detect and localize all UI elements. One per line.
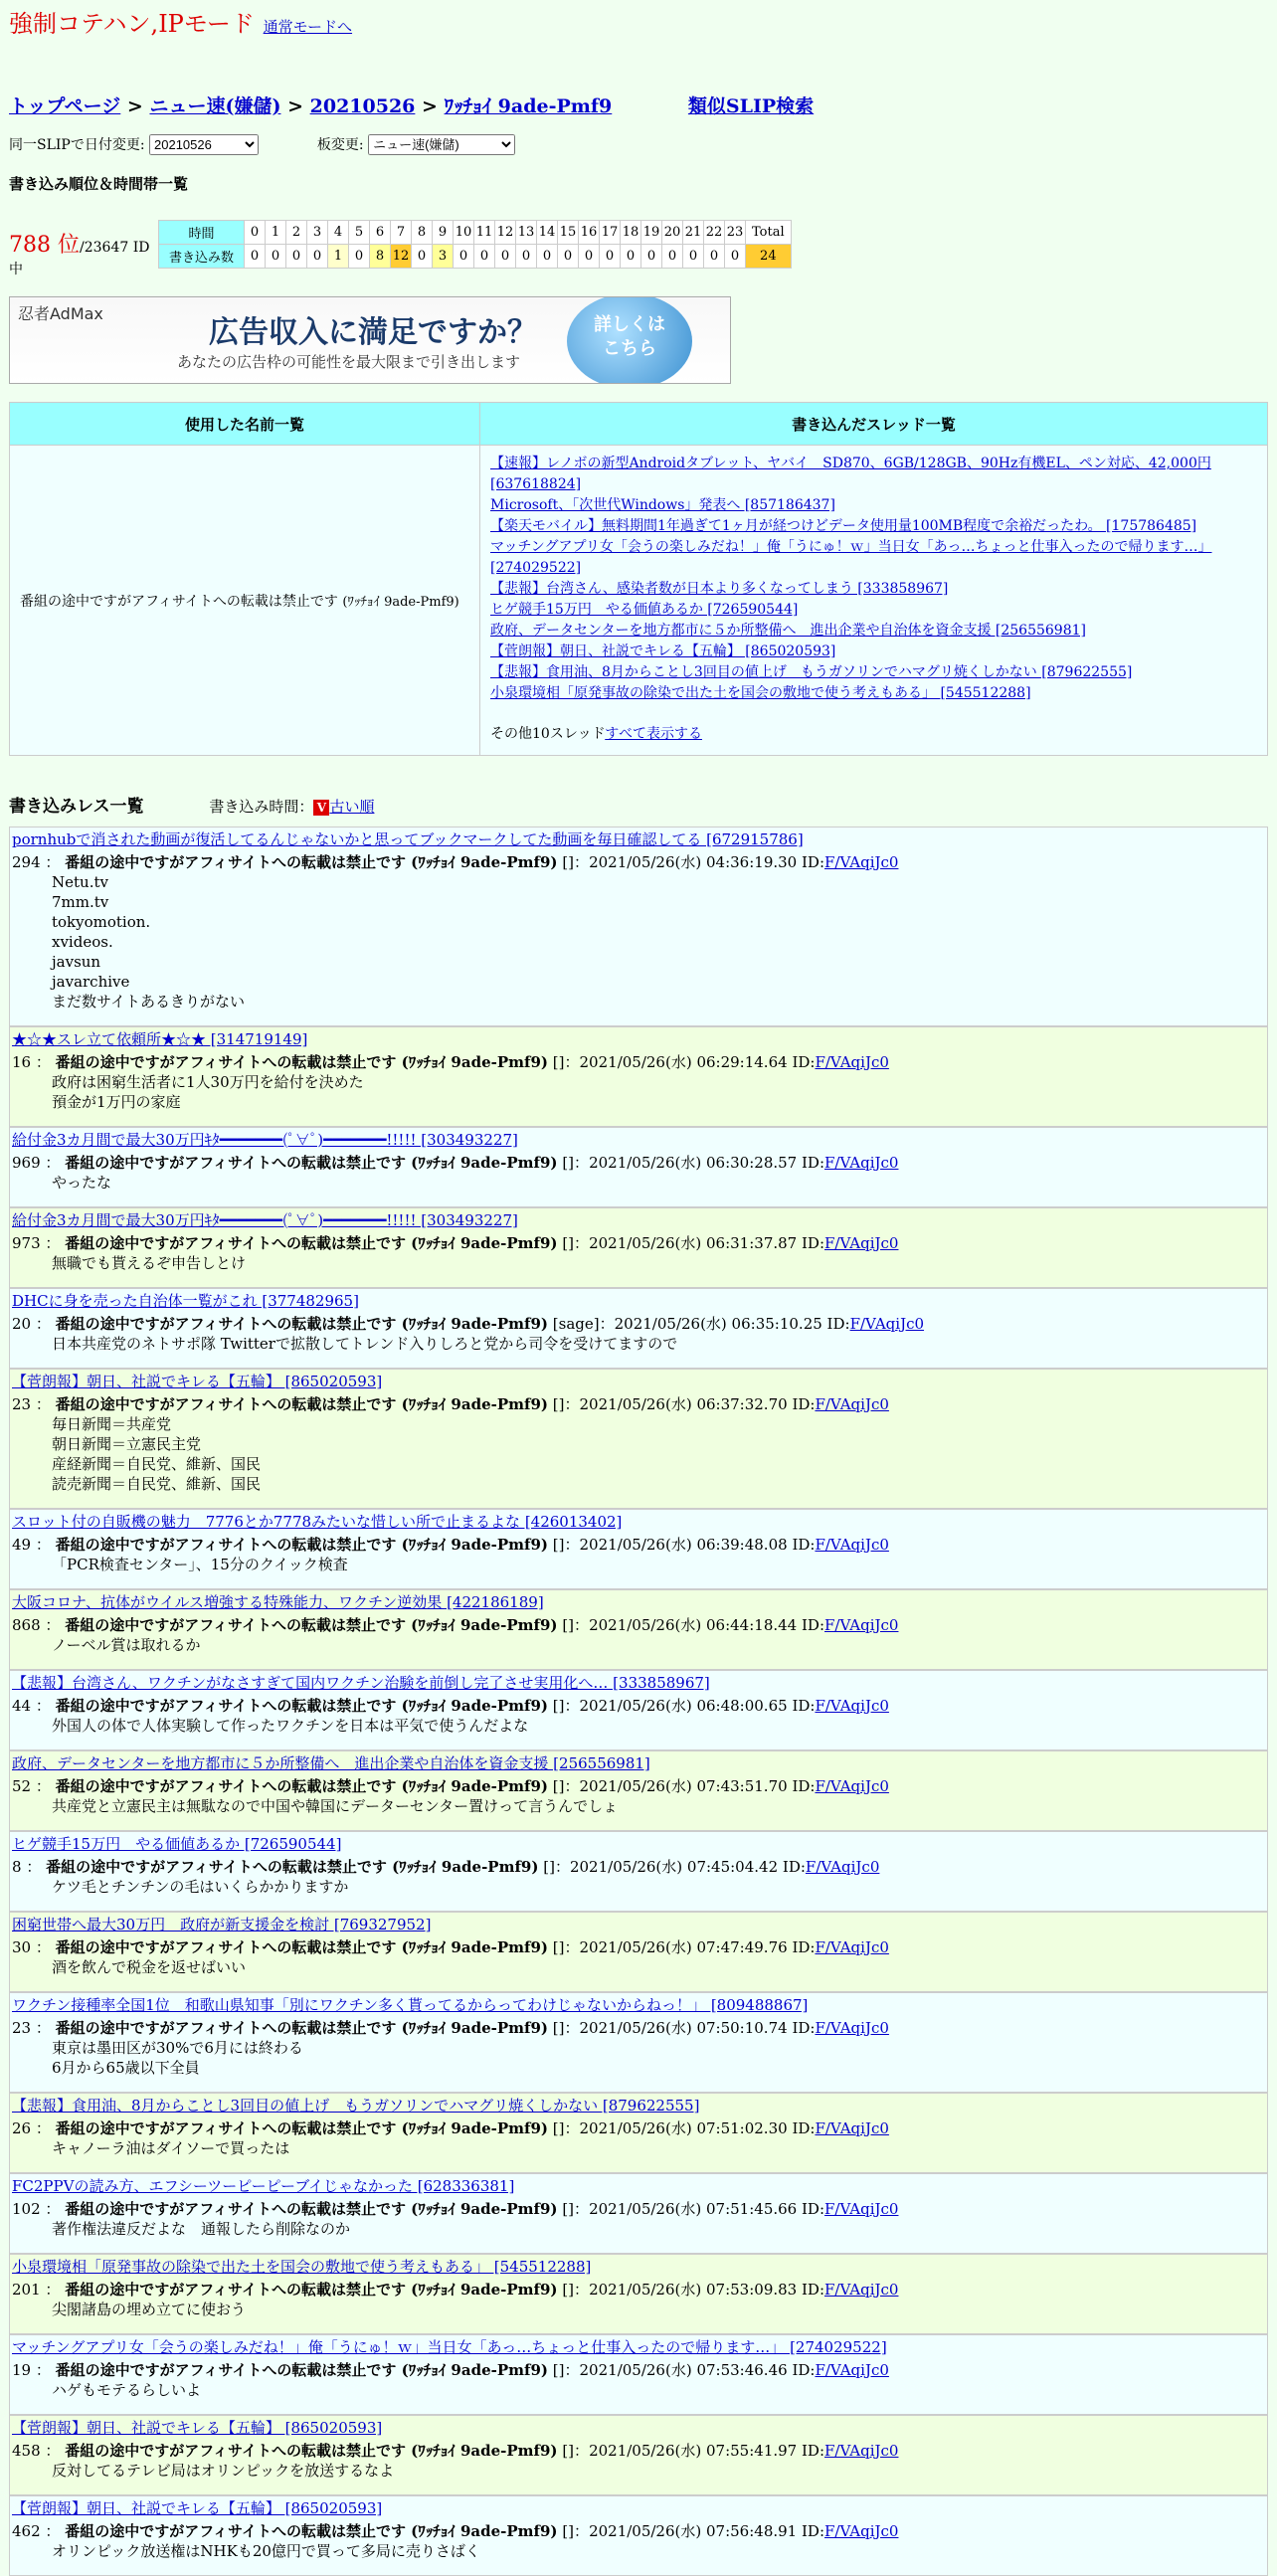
ad-logo: 忍者AdMax <box>18 304 103 323</box>
post-id-link[interactable]: F/VAqiJc0 <box>824 1234 899 1252</box>
date-select[interactable] <box>149 134 259 155</box>
post-thread-link[interactable]: pornhubで消された動画が復活してるんじゃないかと思ってブックマークしてた動画を毎日確認してる [672915786] <box>12 830 804 848</box>
hour-count-cell: 8 <box>370 245 391 269</box>
rank-value: 788 位 <box>9 233 80 258</box>
hour-count-cell: 0 <box>579 245 600 269</box>
post-thread-link[interactable]: 大阪コロナ、抗体がウイルス増強する特殊能力、ワクチン逆効果 [422186189] <box>12 1593 544 1611</box>
hour-count-cell: 0 <box>495 245 516 269</box>
post-date: 2021/05/26(水) 06:29:14.64 <box>579 1053 788 1071</box>
post-id-link[interactable]: F/VAqiJc0 <box>815 1777 889 1795</box>
post-id-link[interactable]: F/VAqiJc0 <box>815 2119 889 2137</box>
post-number: 868 <box>12 1616 41 1634</box>
post-body: 無職でも貰えるぞ申告しとけ <box>52 1254 247 1272</box>
post-mail: [] <box>552 2119 565 2137</box>
name-cell <box>10 446 480 756</box>
hour-header-cell: Total <box>746 221 792 245</box>
thread-link[interactable]: 【菅朗報】朝日、社説でキレる【五輪】 [865020593] <box>490 644 836 659</box>
hour-header-cell: 14 <box>537 221 558 245</box>
hour-count-cell: 24 <box>746 245 792 269</box>
hour-header-cell: 19 <box>641 221 662 245</box>
hour-header-cell: 13 <box>516 221 537 245</box>
post-thread-link[interactable]: FC2PPVの読み方、エフシーツーピーピーブイじゃなかった [628336381] <box>12 2177 515 2195</box>
post-item: FC2PPVの読み方、エフシーツーピーピーブイじゃなかった [628336381] 102 ： 番組の途中ですがアフィサイトへの転載は禁止です (ﾜｯﾁｮｲ 9ade-Pmf9) []：2021/05/26(水) 07:51:45.66 ID:F/VAqiJc0 著作権法違反だよな 通報したら削除なのか <box>9 2173 1268 2254</box>
post-date: 2021/05/26(水) 07:53:46.46 <box>579 2361 788 2379</box>
post-body: ハゲもモテるらしいよ <box>52 2381 202 2399</box>
ranking-section-title: 書き込み順位＆時間帯一覧 <box>9 175 189 193</box>
post-body: キャノーラ油はダイソーで買ったは <box>52 2139 290 2157</box>
post-date: 2021/05/26(水) 06:31:37.87 <box>589 1234 798 1252</box>
names-threads-table <box>9 402 1268 756</box>
board-change-label: 板変更: <box>316 137 364 153</box>
ad-headline: 広告収入に満足ですか？ <box>209 315 537 350</box>
hour-count-cell: 12 <box>391 245 412 269</box>
board-select[interactable] <box>368 134 515 155</box>
rank-block <box>9 220 156 278</box>
hour-count-cell: 1 <box>328 245 349 269</box>
post-id-link[interactable]: F/VAqiJc0 <box>824 2522 899 2540</box>
similar-slip-search-link[interactable]: 類似SLIP検索 <box>687 95 815 117</box>
post-thread-link[interactable]: ヒゲ競手15万円 やる価値あるか [726590544] <box>12 1835 342 1853</box>
hour-count-cell: 0 <box>725 245 746 269</box>
post-date: 2021/05/26(水) 07:56:48.91 <box>589 2522 798 2540</box>
more-threads <box>490 724 1257 745</box>
post-number: 26 <box>12 2119 32 2137</box>
hour-header-cell: 11 <box>474 221 495 245</box>
hour-header-cell: 15 <box>558 221 579 245</box>
post-thread-link[interactable]: 【悲報】食用油、8月からことし3回目の値上げ もうガソリンでハマグリ焼くしかない [879622555] <box>12 2097 700 2115</box>
ad-details-button[interactable] <box>567 296 692 384</box>
post-item: ヒゲ競手15万円 やる価値あるか [726590544] 8 ： 番組の途中ですがアフィサイトへの転載は禁止です (ﾜｯﾁｮｲ 9ade-Pmf9) []：2021/05/26(水) 07:45:04.42 ID:F/VAqiJc0 ケツ毛とチンチンの毛はいくらかかりますか <box>9 1831 1268 1912</box>
post-item: 【菅朗報】朝日、社説でキレる【五輪】 [865020593] 23 ： 番組の途中ですがアフィサイトへの転載は禁止です (ﾜｯﾁｮｲ 9ade-Pmf9) []：2021/05/26(水) 06:37:32.70 ID:F/VAqiJc0 毎日新聞＝共産党 朝日新聞＝立憲民主党 産経新聞＝自民党、維新、国民 読売新聞＝自民党、維新、国民 <box>9 1369 1268 1509</box>
post-body: やったな <box>52 1174 112 1192</box>
post-number: 44 <box>12 1697 32 1715</box>
breadcrumb-top[interactable]: トップページ <box>9 95 121 117</box>
hour-header-cell: 7 <box>391 221 412 245</box>
post-id-link[interactable]: F/VAqiJc0 <box>815 1938 889 1956</box>
thread-link[interactable]: マッチングアプリ女「会うの楽しみだね！」俺「うにゅ！ｗ」当日女「あっ…ちょっと仕事入ったので帰ります…」 [274029522] <box>490 539 1212 576</box>
used-name-slip: (ﾜｯﾁｮｲ 9ade-Pmf9) <box>342 594 459 610</box>
post-item: 給付金3カ月間で最大30万円ｷﾀ━━━━━━━(ﾟ∀ﾟ)━━━━━━━!!!!! [303493227] 973 ： 番組の途中ですがアフィサイトへの転載は禁止です (ﾜｯﾁｮｲ 9ade-Pmf9) []：2021/05/26(水) 06:31:37.87 ID:F/VAqiJc0 無職でも貰えるぞ申告しとけ <box>9 1207 1268 1288</box>
hour-count-cell: 0 <box>454 245 474 269</box>
post-date: 2021/05/26(水) 06:37:32.70 <box>579 1395 788 1413</box>
post-date: 2021/05/26(水) 07:45:04.42 <box>569 1858 779 1876</box>
post-date: 2021/05/26(水) 06:39:48.08 <box>579 1536 788 1554</box>
post-item: ★☆★スレ立て依頼所★☆★ [314719149] 16 ： 番組の途中ですがアフィサイトへの転載は禁止です (ﾜｯﾁｮｲ 9ade-Pmf9) []：2021/05/26(水) 06:29:14.64 ID:F/VAqiJc0 政府は困窮生活者に1人30万円を給付を決めた 預金が1万円の家庭 <box>9 1026 1268 1127</box>
post-item: 大阪コロナ、抗体がウイルス増強する特殊能力、ワクチン逆効果 [422186189] 868 ： 番組の途中ですがアフィサイトへの転載は禁止です (ﾜｯﾁｮｲ 9ade-Pmf9) []：2021/05/26(水) 06:44:18.44 ID:F/VAqiJc0 ノーベル賞は取れるか <box>9 1589 1268 1670</box>
post-item: 給付金3カ月間で最大30万円ｷﾀ━━━━━━━(ﾟ∀ﾟ)━━━━━━━!!!!! [303493227] 969 ： 番組の途中ですがアフィサイトへの転載は禁止です (ﾜｯﾁｮｲ 9ade-Pmf9) []：2021/05/26(水) 06:30:28.57 ID:F/VAqiJc0 やったな <box>9 1127 1268 1207</box>
post-item: マッチングアプリ女「会うの楽しみだね！」俺「うにゅ！ｗ」当日女「あっ…ちょっと仕事入ったので帰ります…」 [274029522] 19 ： 番組の途中ですがアフィサイトへの転載は禁止です (ﾜｯﾁｮｲ 9ade-Pmf9) []：2021/05/26(水) 07:53:46.46 ID:F/VAqiJc0 ハゲもモテるらしいよ <box>9 2334 1268 2415</box>
post-date: 2021/05/26(水) 07:51:45.66 <box>589 2200 798 2218</box>
post-body: 「PCR検査センター」、15分のクイック検査 <box>52 1556 348 1573</box>
hourly-table <box>158 220 792 269</box>
post-body: 酒を飲んで税金を返せばいい <box>52 1958 247 1976</box>
post-author-name: 番組の途中ですがアフィサイトへの転載は禁止です (ﾜｯﾁｮｲ 9ade-Pmf9) <box>55 2119 548 2137</box>
breadcrumb-date[interactable]: 20210526 <box>309 95 416 117</box>
post-author-name: 番組の途中ですがアフィサイトへの転載は禁止です (ﾜｯﾁｮｲ 9ade-Pmf9) <box>65 2281 558 2299</box>
post-id-link[interactable]: F/VAqiJc0 <box>815 1697 889 1715</box>
post-body: ノーベル賞は取れるか <box>52 1636 201 1654</box>
hour-count-cell: 0 <box>245 245 266 269</box>
post-author-name: 番組の途中ですがアフィサイトへの転載は禁止です (ﾜｯﾁｮｲ 9ade-Pmf9) <box>55 1395 548 1413</box>
post-thread-link[interactable]: 小泉環境相「原発事故の除染で出た土を国会の敷地で使う考えもある」 [545512288] <box>12 2258 592 2276</box>
hour-count-cell: 0 <box>558 245 579 269</box>
post-date: 2021/05/26(水) 04:36:19.30 <box>589 853 798 871</box>
thread-link[interactable]: 【悲報】台湾さん、感染者数が日本より多くなってしまう [333858967] <box>490 581 949 597</box>
post-item: DHCに身を売った自治体一覧がこれ [377482965] 20 ： 番組の途中ですがアフィサイトへの転載は禁止です (ﾜｯﾁｮｲ 9ade-Pmf9) [sage]：2021/05/26(水) 06:35:10.25 ID:F/VAqiJc0 日本共産党のネトサポ隊 Twitterで拡散してトレンド入りしろと党から司令を受けてますので <box>9 1288 1268 1369</box>
post-thread-link[interactable]: DHCに身を売った自治体一覧がこれ [377482965] <box>12 1292 359 1310</box>
post-thread-link[interactable]: スロット付の自販機の魅力 7776とか7778みたいな惜しい所で止まるよな [426013402] <box>12 1513 623 1531</box>
post-body: 反対してるテレビ局はオリンピックを放送するなよ <box>52 2462 395 2480</box>
post-item: ワクチン接種率全国1位 和歌山県知事「別にワクチン多く貰ってるからってわけじゃないからねっ！」 [809488867] 23 ： 番組の途中ですがアフィサイトへの転載は禁止です (ﾜｯﾁｮｲ 9ade-Pmf9) []：2021/05/26(水) 07:50:10.74 ID:F/VAqiJc0 東京は墨田区が30%で6月には終わる 6月から65歳以下全員 <box>9 1992 1268 2093</box>
threads-column-header: 書き込んだスレッド一覧 <box>480 403 1268 446</box>
post-thread-link[interactable]: ワクチン接種率全国1位 和歌山県知事「別にワクチン多く貰ってるからってわけじゃないからねっ！」 [809488867] <box>12 1996 809 2014</box>
post-author-name: 番組の途中ですがアフィサイトへの転載は禁止です (ﾜｯﾁｮｲ 9ade-Pmf9) <box>55 1938 548 1956</box>
post-thread-link[interactable]: 困窮世帯へ最大30万円 政府が新支援金を検討 [769327952] <box>12 1916 432 1933</box>
hour-header-cell: 12 <box>495 221 516 245</box>
post-number: 23 <box>12 1395 32 1413</box>
post-author-name: 番組の途中ですがアフィサイトへの転載は禁止です (ﾜｯﾁｮｲ 9ade-Pmf9) <box>55 2019 548 2037</box>
post-number: 49 <box>12 1536 32 1554</box>
post-number: 294 <box>12 853 41 871</box>
thread-link[interactable]: 【楽天モバイル】無料期間1年過ぎて1ヶ月が経つけどデータ使用量100MB程度で余裕だったわ。 [175786485] <box>490 518 1197 534</box>
post-thread-link[interactable]: 【悲報】台湾さん、ワクチンがなさすぎて国内ワクチン治験を前倒し完了させ実用化へ… [333858967] <box>12 1674 710 1692</box>
hour-count-cell: 0 <box>307 245 328 269</box>
hour-count-cell: 0 <box>621 245 641 269</box>
post-body: ケツ毛とチンチンの毛はいくらかかりますか <box>52 1878 349 1896</box>
post-id-link[interactable]: F/VAqiJc0 <box>805 1858 880 1876</box>
post-author-name: 番組の途中ですがアフィサイトへの転載は禁止です (ﾜｯﾁｮｲ 9ade-Pmf9) <box>65 2522 558 2540</box>
post-thread-link[interactable]: マッチングアプリ女「会うの楽しみだね！」俺「うにゅ！ｗ」当日女「あっ…ちょっと仕事入ったので帰ります…」 [274029522] <box>12 2338 887 2356</box>
post-author-name: 番組の途中ですがアフィサイトへの転載は禁止です (ﾜｯﾁｮｲ 9ade-Pmf9) <box>65 853 558 871</box>
hour-count-cell: 0 <box>704 245 725 269</box>
post-mail: [] <box>552 1938 565 1956</box>
breadcrumb-separator: > <box>126 95 143 117</box>
hour-header-cell: 21 <box>683 221 704 245</box>
post-mail: [] <box>552 1777 565 1795</box>
thread-link[interactable]: ヒゲ競手15万円 やる価値あるか [726590544] <box>490 602 799 618</box>
hour-header-cell: 23 <box>725 221 746 245</box>
post-date: 2021/05/26(水) 07:51:02.30 <box>579 2119 788 2137</box>
breadcrumb-separator: > <box>422 95 438 117</box>
hour-count-cell: 0 <box>516 245 537 269</box>
post-author-name: 番組の途中ですがアフィサイトへの転載は禁止です (ﾜｯﾁｮｲ 9ade-Pmf9) <box>65 1616 558 1634</box>
hour-count-cell: 0 <box>474 245 495 269</box>
post-number: 462 <box>12 2522 41 2540</box>
post-date: 2021/05/26(水) 07:43:51.70 <box>579 1777 788 1795</box>
post-id-link[interactable]: F/VAqiJc0 <box>824 1154 899 1172</box>
post-number: 52 <box>12 1777 32 1795</box>
post-body: 外国人の体で人体実験して作ったワクチンを日本は平気で使うんだよな <box>52 1717 529 1735</box>
post-mail: [] <box>552 1536 565 1554</box>
hour-header-cell: 18 <box>621 221 641 245</box>
post-date: 2021/05/26(水) 06:48:00.65 <box>579 1697 788 1715</box>
hour-count-cell: 0 <box>349 245 370 269</box>
post-number: 30 <box>12 1938 32 1956</box>
post-number: 23 <box>12 2019 32 2037</box>
post-number: 19 <box>12 2361 32 2379</box>
hour-count-cell: 0 <box>537 245 558 269</box>
selectors <box>9 134 1268 155</box>
post-thread-link[interactable]: ★☆★スレ立て依頼所★☆★ [314719149] <box>12 1030 308 1048</box>
hour-count-cell: 0 <box>266 245 286 269</box>
post-mail: [] <box>552 2361 565 2379</box>
post-mail: [] <box>562 853 575 871</box>
count-header: 書き込み数 <box>159 245 245 269</box>
post-body: 政府は困窮生活者に1人30万円を給付を決めた 預金が1万円の家庭 <box>52 1073 364 1111</box>
hour-count-cell: 0 <box>412 245 433 269</box>
post-id-link[interactable]: F/VAqiJc0 <box>824 1616 899 1634</box>
names-column-header: 使用した名前一覧 <box>10 403 480 446</box>
post-date: 2021/05/26(水) 06:30:28.57 <box>589 1154 798 1172</box>
post-time-sort <box>209 798 374 816</box>
post-date: 2021/05/26(水) 07:50:10.74 <box>579 2019 788 2037</box>
post-number: 973 <box>12 1234 41 1252</box>
hour-header-cell: 8 <box>412 221 433 245</box>
post-item: 小泉環境相「原発事故の除染で出た土を国会の敷地で使う考えもある」 [545512288] 201 ： 番組の途中ですがアフィサイトへの転載は禁止です (ﾜｯﾁｮｲ 9ade-Pmf9) []：2021/05/26(水) 07:53:09.83 ID:F/VAqiJc0 尖閣諸島の埋め立てに使おう <box>9 2254 1268 2334</box>
post-thread-link[interactable]: 【菅朗報】朝日、社説でキレる【五輪】 [865020593] <box>12 2419 383 2437</box>
post-item: 【菅朗報】朝日、社説でキレる【五輪】 [865020593] 462 ： 番組の途中ですがアフィサイトへの転載は禁止です (ﾜｯﾁｮｲ 9ade-Pmf9) []：2021/05/26(水) 07:56:48.91 ID:F/VAqiJc0 オリンピック放送権はNHKも20億円で買って多局に売りさばく <box>9 2495 1268 2576</box>
hour-count-cell: 0 <box>683 245 704 269</box>
post-number: 969 <box>12 1154 41 1172</box>
post-mail: [] <box>562 1616 575 1634</box>
sort-down-icon: V <box>313 800 329 816</box>
breadcrumb <box>9 92 1268 118</box>
hour-header-cell: 4 <box>328 221 349 245</box>
post-author-name: 番組の途中ですがアフィサイトへの転載は禁止です (ﾜｯﾁｮｲ 9ade-Pmf9) <box>65 1154 558 1172</box>
post-item: 政府、データセンターを地方都市に５か所整備へ 進出企業や自治体を資金支援 [256556981] 52 ： 番組の途中ですがアフィサイトへの転載は禁止です (ﾜｯﾁｮｲ 9ade-Pmf9) []：2021/05/26(水) 07:43:51.70 ID:F/VAqiJc0 共産党と立憲民主は無駄なので中国や韓国にデーターセンター置けって言うんでしょ <box>9 1750 1268 1831</box>
post-time-label: 書き込み時間： <box>209 798 314 816</box>
post-body: 毎日新聞＝共産党 朝日新聞＝立憲民主党 産経新聞＝自民党、維新、国民 読売新聞＝自民党、維新、国民 <box>52 1415 262 1493</box>
hour-count-cell: 0 <box>662 245 683 269</box>
post-item: 困窮世帯へ最大30万円 政府が新支援金を検討 [769327952] 30 ： 番組の途中ですがアフィサイトへの転載は禁止です (ﾜｯﾁｮｲ 9ade-Pmf9) []：2021/05/26(水) 07:47:49.76 ID:F/VAqiJc0 酒を飲んで税金を返せばいい <box>9 1912 1268 1992</box>
post-mail: [] <box>552 1053 565 1071</box>
post-mail: [] <box>562 2281 575 2299</box>
hour-header-cell: 3 <box>307 221 328 245</box>
time-header: 時間 <box>159 221 245 245</box>
hour-header-cell: 0 <box>245 221 266 245</box>
post-id-link[interactable]: F/VAqiJc0 <box>849 1315 925 1333</box>
breadcrumb-board[interactable]: ニュー速(嫌儲) <box>149 95 281 117</box>
post-id-link[interactable]: F/VAqiJc0 <box>815 2361 889 2379</box>
post-number: 8 <box>12 1858 22 1876</box>
show-all-link[interactable]: すべて表示する <box>605 726 702 742</box>
ad-subtext: あなたの広告枠の可能性を最大限まで引き出します <box>177 353 521 371</box>
post-author-name: 番組の途中ですがアフィサイトへの転載は禁止です (ﾜｯﾁｮｲ 9ade-Pmf9) <box>65 2200 558 2218</box>
post-author-name: 番組の途中ですがアフィサイトへの転載は禁止です (ﾜｯﾁｮｲ 9ade-Pmf9) <box>55 1053 548 1071</box>
threads-cell <box>480 446 1268 756</box>
breadcrumb-slip[interactable]: ﾜｯﾁｮｲ 9ade-Pmf9 <box>444 95 613 117</box>
hour-header-cell: 10 <box>454 221 474 245</box>
post-body: 共産党と立憲民主は無駄なので中国や韓国にデーターセンター置けって言うんでしょ <box>52 1797 619 1815</box>
post-id-link[interactable]: F/VAqiJc0 <box>824 2442 899 2460</box>
thread-link[interactable]: 【速報】レノボの新型Androidタブレット、ヤバイ SD870、6GB/128GB、90Hz有機EL、ペン対応、42,000円 [637618824] <box>490 456 1211 492</box>
hour-header-cell: 5 <box>349 221 370 245</box>
hour-header-cell: 1 <box>266 221 286 245</box>
ad-banner[interactable] <box>9 296 731 384</box>
post-mail: [sage] <box>552 1315 600 1333</box>
date-change-label: 同一SLIPで日付変更: <box>9 137 145 153</box>
post-date: 2021/05/26(水) 06:35:10.25 <box>614 1315 822 1333</box>
rank-total: /23647 ID中 <box>9 240 150 277</box>
more-threads-count: その他10スレッド <box>490 726 606 742</box>
posts-list <box>9 827 1268 2576</box>
post-mail: [] <box>562 1154 575 1172</box>
sort-oldest-link[interactable]: 古い順 <box>329 798 375 816</box>
post-thread-link[interactable]: 【菅朗報】朝日、社説でキレる【五輪】 [865020593] <box>12 2499 383 2517</box>
post-author-name: 番組の途中ですがアフィサイトへの転載は禁止です (ﾜｯﾁｮｲ 9ade-Pmf9) <box>55 1777 548 1795</box>
hour-count-cell: 0 <box>641 245 662 269</box>
normal-mode-link[interactable]: 通常モードへ <box>263 18 353 36</box>
post-mail: [] <box>562 2442 575 2460</box>
post-date: 2021/05/26(水) 07:47:49.76 <box>579 1938 788 1956</box>
post-thread-link[interactable]: 給付金3カ月間で最大30万円ｷﾀ━━━━━━━(ﾟ∀ﾟ)━━━━━━━!!!!! [303493227] <box>12 1131 518 1149</box>
post-thread-link[interactable]: 政府、データセンターを地方都市に５か所整備へ 進出企業や自治体を資金支援 [256556981] <box>12 1754 650 1772</box>
post-body: 東京は墨田区が30%で6月には終わる 6月から65歳以下全員 <box>52 2039 303 2077</box>
post-item: 【悲報】食用油、8月からことし3回目の値上げ もうガソリンでハマグリ焼くしかない [879622555] 26 ： 番組の途中ですがアフィサイトへの転載は禁止です (ﾜｯﾁｮｲ 9ade-Pmf9) []：2021/05/26(水) 07:51:02.30 ID:F/VAqiJc0 キャノーラ油はダイソーで買ったは <box>9 2093 1268 2173</box>
post-author-name: 番組の途中ですがアフィサイトへの転載は禁止です (ﾜｯﾁｮｲ 9ade-Pmf9) <box>46 1858 539 1876</box>
post-number: 458 <box>12 2442 41 2460</box>
ranking-row <box>9 220 1268 278</box>
hour-count-cell: 0 <box>286 245 307 269</box>
post-mail: [] <box>562 2522 575 2540</box>
post-author-name: 番組の途中ですがアフィサイトへの転載は禁止です (ﾜｯﾁｮｲ 9ade-Pmf9) <box>65 2442 558 2460</box>
post-thread-link[interactable]: 給付金3カ月間で最大30万円ｷﾀ━━━━━━━(ﾟ∀ﾟ)━━━━━━━!!!!! [303493227] <box>12 1211 518 1229</box>
post-date: 2021/05/26(水) 07:53:09.83 <box>589 2281 798 2299</box>
post-id-link[interactable]: F/VAqiJc0 <box>815 1053 889 1071</box>
post-number: 201 <box>12 2281 41 2299</box>
ad-button-label: 詳しくは こちら <box>594 314 665 359</box>
post-item: スロット付の自販機の魅力 7776とか7778みたいな惜しい所で止まるよな [426013402] 49 ： 番組の途中ですがアフィサイトへの転載は禁止です (ﾜｯﾁｮｲ 9ade-Pmf9) []：2021/05/26(水) 06:39:48.08 ID:F/VAqiJc0 「PCR検査センター」、15分のクイック検査 <box>9 1509 1268 1589</box>
hour-header-cell: 22 <box>704 221 725 245</box>
post-body: 著作権法違反だよな 通報したら削除なのか <box>52 2220 351 2238</box>
post-author-name: 番組の途中ですがアフィサイトへの転載は禁止です (ﾜｯﾁｮｲ 9ade-Pmf9) <box>55 2361 548 2379</box>
hour-count-cell: 0 <box>600 245 621 269</box>
post-body: 日本共産党のネトサポ隊 Twitterで拡散してトレンド入りしろと党から司令を受けてますので <box>52 1335 678 1353</box>
post-item: 【悲報】台湾さん、ワクチンがなさすぎて国内ワクチン治験を前倒し完了させ実用化へ… [333858967] 44 ： 番組の途中ですがアフィサイトへの転載は禁止です (ﾜｯﾁｮｲ 9ade-Pmf9) []：2021/05/26(水) 06:48:00.65 ID:F/VAqiJc0 外国人の体で人体実験して作ったワクチンを日本は平気で使うんだよな <box>9 1670 1268 1750</box>
mode-title: 強制コテハン,IPモード <box>9 10 255 38</box>
thread-link[interactable]: 小泉環境相「原発事故の除染で出た土を国会の敷地で使う考えもある」 [545512288] <box>490 685 1031 701</box>
post-mail: [] <box>552 1395 565 1413</box>
post-date: 2021/05/26(水) 06:44:18.44 <box>589 1616 798 1634</box>
post-author-name: 番組の途中ですがアフィサイトへの転載は禁止です (ﾜｯﾁｮｲ 9ade-Pmf9) <box>55 1315 548 1333</box>
post-body: オリンピック放送権はNHKも20億円で買って多局に売りさばく <box>52 2542 480 2560</box>
breadcrumb-separator: > <box>287 95 303 117</box>
post-mail: [] <box>543 1858 555 1876</box>
post-body: 尖閣諸島の埋め立てに使おう <box>52 2300 247 2318</box>
post-number: 16 <box>12 1053 32 1071</box>
hour-header-cell: 20 <box>662 221 683 245</box>
post-id-link[interactable]: F/VAqiJc0 <box>824 2281 899 2299</box>
post-id-link[interactable]: F/VAqiJc0 <box>824 2200 899 2218</box>
thread-link[interactable]: 政府、データセンターを地方都市に５か所整備へ 進出企業や自治体を資金支援 [256556981] <box>490 623 1086 639</box>
hour-header-cell: 9 <box>433 221 454 245</box>
post-body: Netu.tv 7mm.tv tokyomotion. xvideos. javsun javarchive まだ数サイトあるきりがない <box>52 873 245 1011</box>
post-item: pornhubで消された動画が復活してるんじゃないかと思ってブックマークしてた動画を毎日確認してる [672915786] 294 ： 番組の途中ですがアフィサイトへの転載は禁止です (ﾜｯﾁｮｲ 9ade-Pmf9) []：2021/05/26(水) 04:36:19.30 ID:F/VAqiJc0 Netu.tv 7mm.tv tokyomotion. xvideos. javsun javarchive まだ数サイトあるきりがない <box>9 827 1268 1026</box>
used-name: 番組の途中ですがアフィサイトへの転載は禁止です <box>20 593 338 610</box>
threads-list <box>490 454 1257 704</box>
post-number: 20 <box>12 1315 32 1333</box>
thread-link[interactable]: 【悲報】食用油、8月からことし3回目の値上げ もうガソリンでハマグリ焼くしかない [879622555] <box>490 664 1133 680</box>
hour-count-cell: 3 <box>433 245 454 269</box>
post-id-link[interactable]: F/VAqiJc0 <box>815 1536 889 1554</box>
post-mail: [] <box>562 1234 575 1252</box>
post-number: 102 <box>12 2200 41 2218</box>
post-author-name: 番組の途中ですがアフィサイトへの転載は禁止です (ﾜｯﾁｮｲ 9ade-Pmf9) <box>55 1697 548 1715</box>
post-author-name: 番組の途中ですがアフィサイトへの転載は禁止です (ﾜｯﾁｮｲ 9ade-Pmf9) <box>65 1234 558 1252</box>
post-id-link[interactable]: F/VAqiJc0 <box>815 2019 889 2037</box>
post-mail: [] <box>552 1697 565 1715</box>
thread-link[interactable]: Microsoft、「次世代Windows」発表へ [857186437] <box>490 497 835 513</box>
post-author-name: 番組の途中ですがアフィサイトへの転載は禁止です (ﾜｯﾁｮｲ 9ade-Pmf9) <box>55 1536 548 1554</box>
post-item: 【菅朗報】朝日、社説でキレる【五輪】 [865020593] 458 ： 番組の途中ですがアフィサイトへの転載は禁止です (ﾜｯﾁｮｲ 9ade-Pmf9) []：2021/05/26(水) 07:55:41.97 ID:F/VAqiJc0 反対してるテレビ局はオリンピックを放送するなよ <box>9 2415 1268 2495</box>
hour-header-cell: 2 <box>286 221 307 245</box>
post-id-link[interactable]: F/VAqiJc0 <box>815 1395 889 1413</box>
posts-section-header <box>9 792 1268 817</box>
hour-header-cell: 17 <box>600 221 621 245</box>
hour-header-cell: 6 <box>370 221 391 245</box>
post-mail: [] <box>552 2019 565 2037</box>
post-date: 2021/05/26(水) 07:55:41.97 <box>589 2442 798 2460</box>
post-id-link[interactable]: F/VAqiJc0 <box>824 853 899 871</box>
hour-header-cell: 16 <box>579 221 600 245</box>
post-mail: [] <box>562 2200 575 2218</box>
post-thread-link[interactable]: 【菅朗報】朝日、社説でキレる【五輪】 [865020593] <box>12 1373 383 1390</box>
posts-section-title: 書き込みレス一覧 <box>9 797 144 817</box>
page-header <box>9 8 1268 40</box>
